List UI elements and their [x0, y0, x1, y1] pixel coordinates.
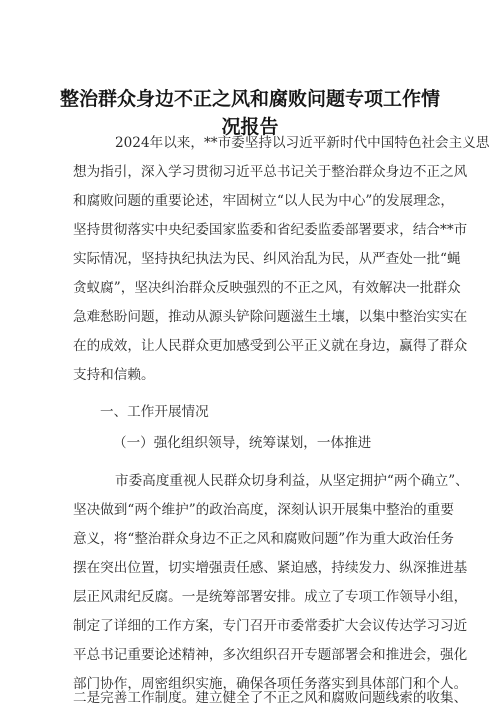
intro-line-2: 想为指引，深入学习贯彻习近平总书记关于整治群众身边不正之风 — [73, 164, 468, 180]
intro-line-1: 2024年以来，**市委坚持以习近平新时代中国特色社会主义思 — [115, 135, 490, 151]
document-title-line-1: 整治群众身边不正之风和腐败问题专项工作情 — [60, 88, 441, 110]
intro-line-8: 在的成效，让人民群众更加感受到公平正义就在身边，赢得了群众 — [73, 338, 468, 354]
section-heading-1: 一、工作开展情况 — [100, 404, 209, 420]
body-line-8: 部门协作，周密组织实施，确保各项任务落实到具体部门和个人。 — [73, 676, 468, 692]
document-title-line-2: 况报告 — [221, 116, 279, 138]
body-line-6: 制定了详细的工作方案，专门召开市委常委扩大会议传达学习习近 — [73, 618, 468, 634]
body-line-3: 意义，将“整治群众身边不正之风和腐败问题”作为重大政治任务 — [73, 531, 454, 547]
body-line-2: 坚决做到“两个维护”的政治高度，深刻认识开展集中整治的重要 — [73, 502, 454, 518]
body-line-7: 平总书记重要论述精神，多次组织召开专题部署会和推进会，强化 — [73, 647, 468, 663]
body-line-1: 市委高度重视人民群众切身利益，从坚定拥护“两个确立”、 — [115, 473, 469, 489]
intro-line-6: 贪蚁腐”，坚决纠治群众反映强烈的不正之风，有效解决一批群众 — [73, 280, 461, 296]
intro-line-5: 实际情况，坚持执纪执法为民、纠风治乱为民，从严查处一批“蝇 — [73, 251, 461, 267]
body-line-5: 层正风肃纪反腐。一是统筹部署安排。成立了专项工作领导小组， — [73, 589, 468, 605]
body-line-9: 二是完善工作制度。建立健全了不正之风和腐败问题线索的收集、 — [73, 690, 468, 706]
intro-line-9: 支持和信赖。 — [73, 367, 155, 383]
subsection-heading-1: （一）强化组织领导，统筹谋划，一体推进 — [113, 435, 372, 451]
intro-line-4: 坚持贯彻落实中央纪委国家监委和省纪委监委部署要求，结合**市 — [73, 222, 468, 238]
intro-line-7: 急难愁盼问题，推动从源头铲除问题滋生土壤，以集中整治实实在 — [73, 309, 468, 325]
intro-line-3: 和腐败问题的重要论述，牢固树立“以人民为中心”的发展理念， — [73, 193, 454, 209]
body-line-4: 摆在突出位置，切实增强责任感、紧迫感，持续发力、纵深推进基 — [73, 560, 468, 576]
